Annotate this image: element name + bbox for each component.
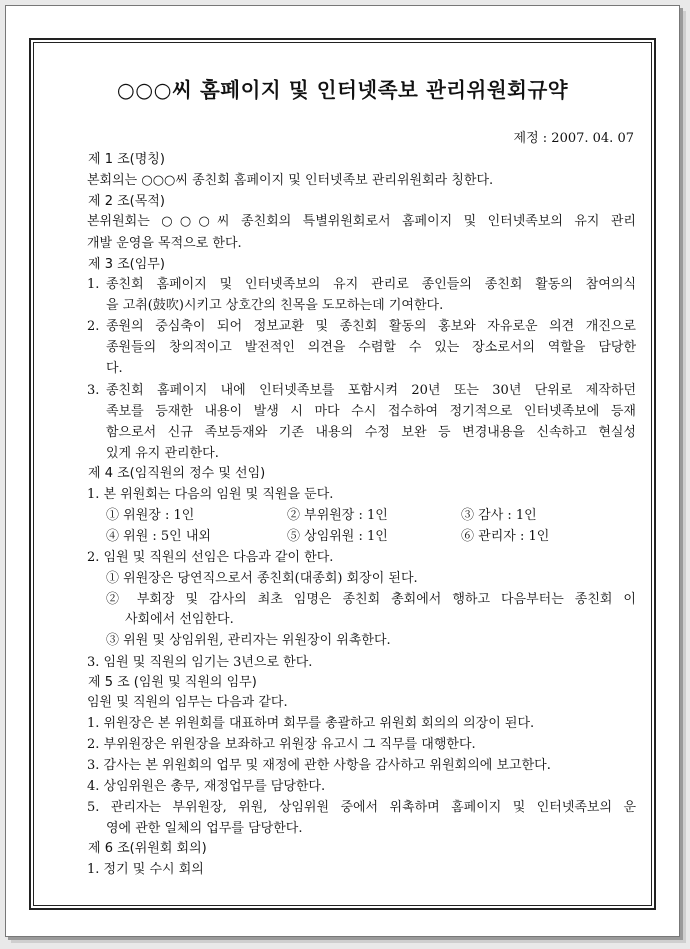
- role-administrator: ⑥ 관리자 : 1인: [461, 529, 550, 544]
- article-3-item-1-line-2: 을 고취(鼓吹)시키고 상호간의 친목을 도모하는데 기여한다.: [106, 298, 444, 313]
- article-4-sub-2-line-1: ② 부회장 및 감사의 최초 임명은 종친회 총회에서 행하고 다음부터는 종친회 이: [106, 592, 636, 607]
- role-auditor: ③ 감사 : 1인: [461, 508, 537, 523]
- article-5-intro: 임원 및 직원의 임무는 다음과 같다.: [87, 695, 288, 710]
- article-5-item-5-line-1: 5. 관리자는 부위원장, 위원, 상임위원 중에서 위촉하며 홈페이지 및 인터넷족보의 운: [87, 800, 636, 815]
- article-3-item-1-line-1: 종친회 홈페이지 및 인터넷족보의 유지 관리로 종인들의 종친회 활동의 참여의식: [106, 277, 636, 292]
- role-member: ④ 위원 : 5인 내외: [106, 529, 211, 544]
- article-4-sub-2-line-2: 사회에서 선임한다.: [125, 612, 234, 627]
- role-standing-member: ⑤ 상임위원 : 1인: [287, 529, 388, 544]
- enactment-date: 제정 : 2007. 04. 07: [513, 131, 634, 146]
- role-chairman: ① 위원장 : 1인: [106, 508, 195, 523]
- article-3-heading: 제 3 조(임무): [88, 257, 165, 272]
- article-5-item-4: 4. 상임위원은 총무, 재정업무를 담당한다.: [87, 779, 326, 794]
- article-3-item-2-line-2: 종원들의 창의적이고 발전적인 의견을 수렴할 수 있는 장소로서의 역할을 담당한: [106, 340, 636, 355]
- document-title: ○○○씨 홈페이지 및 인터넷족보 관리위원회규약: [116, 78, 569, 102]
- article-6-heading: 제 6 조(위원회 회의): [88, 841, 207, 856]
- article-6-item-1: 1. 정기 및 수시 회의: [87, 862, 204, 877]
- article-4-sub-1: ① 위원장은 당연직으로서 종친회(대종회) 회장이 된다.: [106, 571, 418, 586]
- article-1-text: 본회의는 ○○○씨 종친회 홈페이지 및 인터넷족보 관리위원회라 칭한다.: [87, 173, 494, 188]
- article-5-item-2: 2. 부위원장은 위원장을 보좌하고 위원장 유고시 그 직무를 대행한다.: [87, 737, 476, 752]
- article-5-item-5-line-2: 영에 관한 일체의 업무를 담당한다.: [106, 821, 303, 836]
- article-1-heading: 제 1 조(명칭): [88, 152, 165, 167]
- article-2-line-1: 본위원회는 ○○○씨 종친회의 특별위원회로서 홈페이지 및 인터넷족보의 유지 관리: [87, 214, 636, 229]
- article-3-item-3-line-3: 함으로서 신규 족보등재와 기존 내용의 수정 보완 등 변경내용을 신속하고 현실성: [106, 425, 636, 440]
- article-5-item-3: 3. 감사는 본 위원회의 업무 및 재정에 관한 사항을 감사하고 위원회의에 보고한다.: [87, 758, 551, 773]
- article-3-item-1-number: 1.: [87, 277, 100, 292]
- article-5-item-1: 1. 위원장은 본 위원회를 대표하며 회무를 총괄하고 위원회 회의의 의장이 된다.: [87, 716, 535, 731]
- article-4-heading: 제 4 조(임직원의 정수 및 선임): [88, 466, 266, 481]
- role-vice-chairman: ② 부위원장 : 1인: [287, 508, 388, 523]
- article-2-heading: 제 2 조(목적): [88, 194, 165, 209]
- article-4-item-1: 1. 본 위원회는 다음의 임원 및 직원을 둔다.: [87, 487, 334, 502]
- article-3-item-2-line-1: 종원의 중심축이 되어 정보교환 및 종친회 활동의 홍보와 자유로운 의견 개진으로: [106, 319, 636, 334]
- article-4-item-2: 2. 임원 및 직원의 선임은 다음과 같이 한다.: [87, 550, 334, 565]
- article-3-item-3-line-2: 족보를 등재한 내용이 발생 시 마다 수시 접수하여 정기적으로 인터넷족보에 등재: [106, 404, 636, 419]
- article-3-item-3-number: 3.: [87, 383, 100, 398]
- article-3-item-2-number: 2.: [87, 319, 100, 334]
- article-3-item-2-line-3: 다.: [106, 361, 123, 376]
- article-3-item-3-line-4: 있게 유지 관리한다.: [106, 446, 219, 461]
- article-4-sub-3: ③ 위원 및 상임위원, 관리자는 위원장이 위촉한다.: [106, 633, 391, 648]
- article-3-item-3-line-1: 종친회 홈페이지 내에 인터넷족보를 포함시켜 20년 또는 30년 단위로 제작하던: [106, 383, 636, 398]
- article-5-heading: 제 5 조 (임원 및 직원의 임무): [88, 675, 257, 690]
- article-4-item-3: 3. 임원 및 직원의 임기는 3년으로 한다.: [87, 655, 313, 670]
- article-2-line-2: 개발 운영을 목적으로 한다.: [87, 236, 242, 251]
